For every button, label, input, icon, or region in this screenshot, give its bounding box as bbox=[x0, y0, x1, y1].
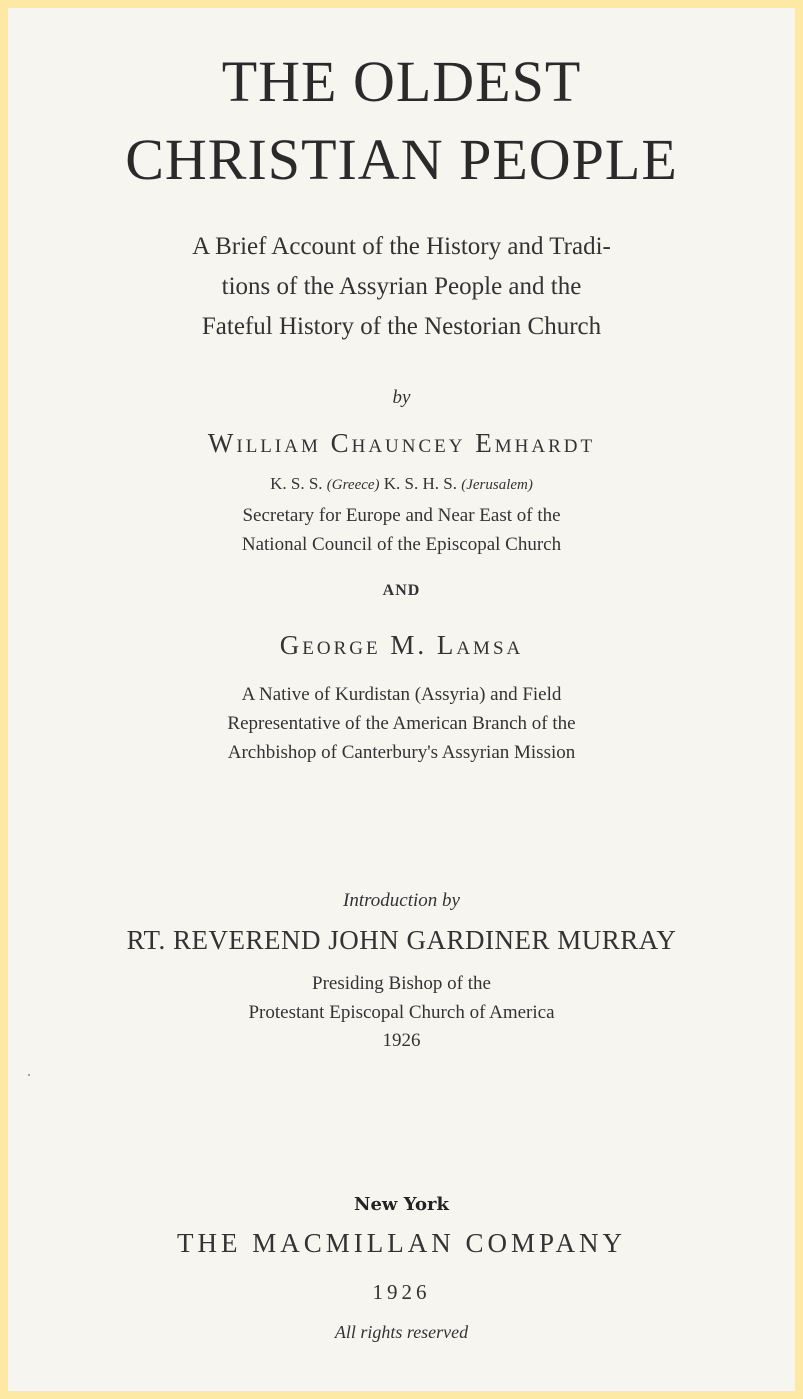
author-2-desc-line-2: Representative of the American Branch of the bbox=[227, 713, 576, 734]
introduction-author-name: RT. REVEREND JOHN GARDINER MURRAY bbox=[126, 925, 677, 955]
title-page bbox=[8, 8, 795, 1391]
book-title-line-1: THE OLDEST bbox=[221, 49, 582, 114]
author-1-desc-line-1: Secretary for Europe and Near East of the bbox=[242, 505, 561, 526]
book-title-line-2: CHRISTIAN PEOPLE bbox=[125, 127, 678, 192]
author-1-credentials bbox=[8, 474, 795, 494]
author-2-desc-line-3: Archbishop of Canterbury's Assyrian Mission bbox=[227, 742, 576, 763]
introduction-desc-line-1: Presiding Bishop of the bbox=[312, 973, 491, 994]
author-1-desc-line-2: National Council of the Episcopal Church bbox=[241, 534, 562, 555]
author-1-name: William Chauncey Emhardt bbox=[207, 428, 596, 458]
imprint-rights: All rights reserved bbox=[334, 1322, 469, 1342]
subtitle-line-2: tions of the Assyrian People and the bbox=[221, 273, 582, 300]
introduction-label: Introduction by bbox=[343, 890, 460, 911]
author-2-name: George M. Lamsa bbox=[279, 630, 524, 660]
author-1-cred-place-1: (Greece) bbox=[326, 477, 380, 493]
author-1-cred-1: K. S. S. bbox=[270, 474, 323, 493]
author-1-cred-2: K. S. H. S. bbox=[383, 474, 457, 493]
print-speck bbox=[28, 1074, 30, 1076]
subtitle-line-3: Fateful History of the Nestorian Church bbox=[201, 313, 602, 340]
imprint-publisher: THE MACMILLAN COMPANY bbox=[176, 1228, 627, 1258]
introduction-desc-line-2: Protestant Episcopal Church of America bbox=[248, 1002, 555, 1023]
by-label: by bbox=[392, 387, 411, 408]
imprint-year: 1926 bbox=[372, 1280, 431, 1304]
subtitle-line-1: A Brief Account of the History and Tradi- bbox=[192, 233, 611, 260]
author-1-cred-place-2: (Jerusalem) bbox=[461, 477, 533, 493]
introduction-year: 1926 bbox=[382, 1030, 421, 1051]
author-2-desc-line-1: A Native of Kurdistan (Assyria) and Field bbox=[241, 684, 562, 705]
imprint-place: New York bbox=[354, 1194, 449, 1215]
and-label: AND bbox=[382, 582, 421, 599]
